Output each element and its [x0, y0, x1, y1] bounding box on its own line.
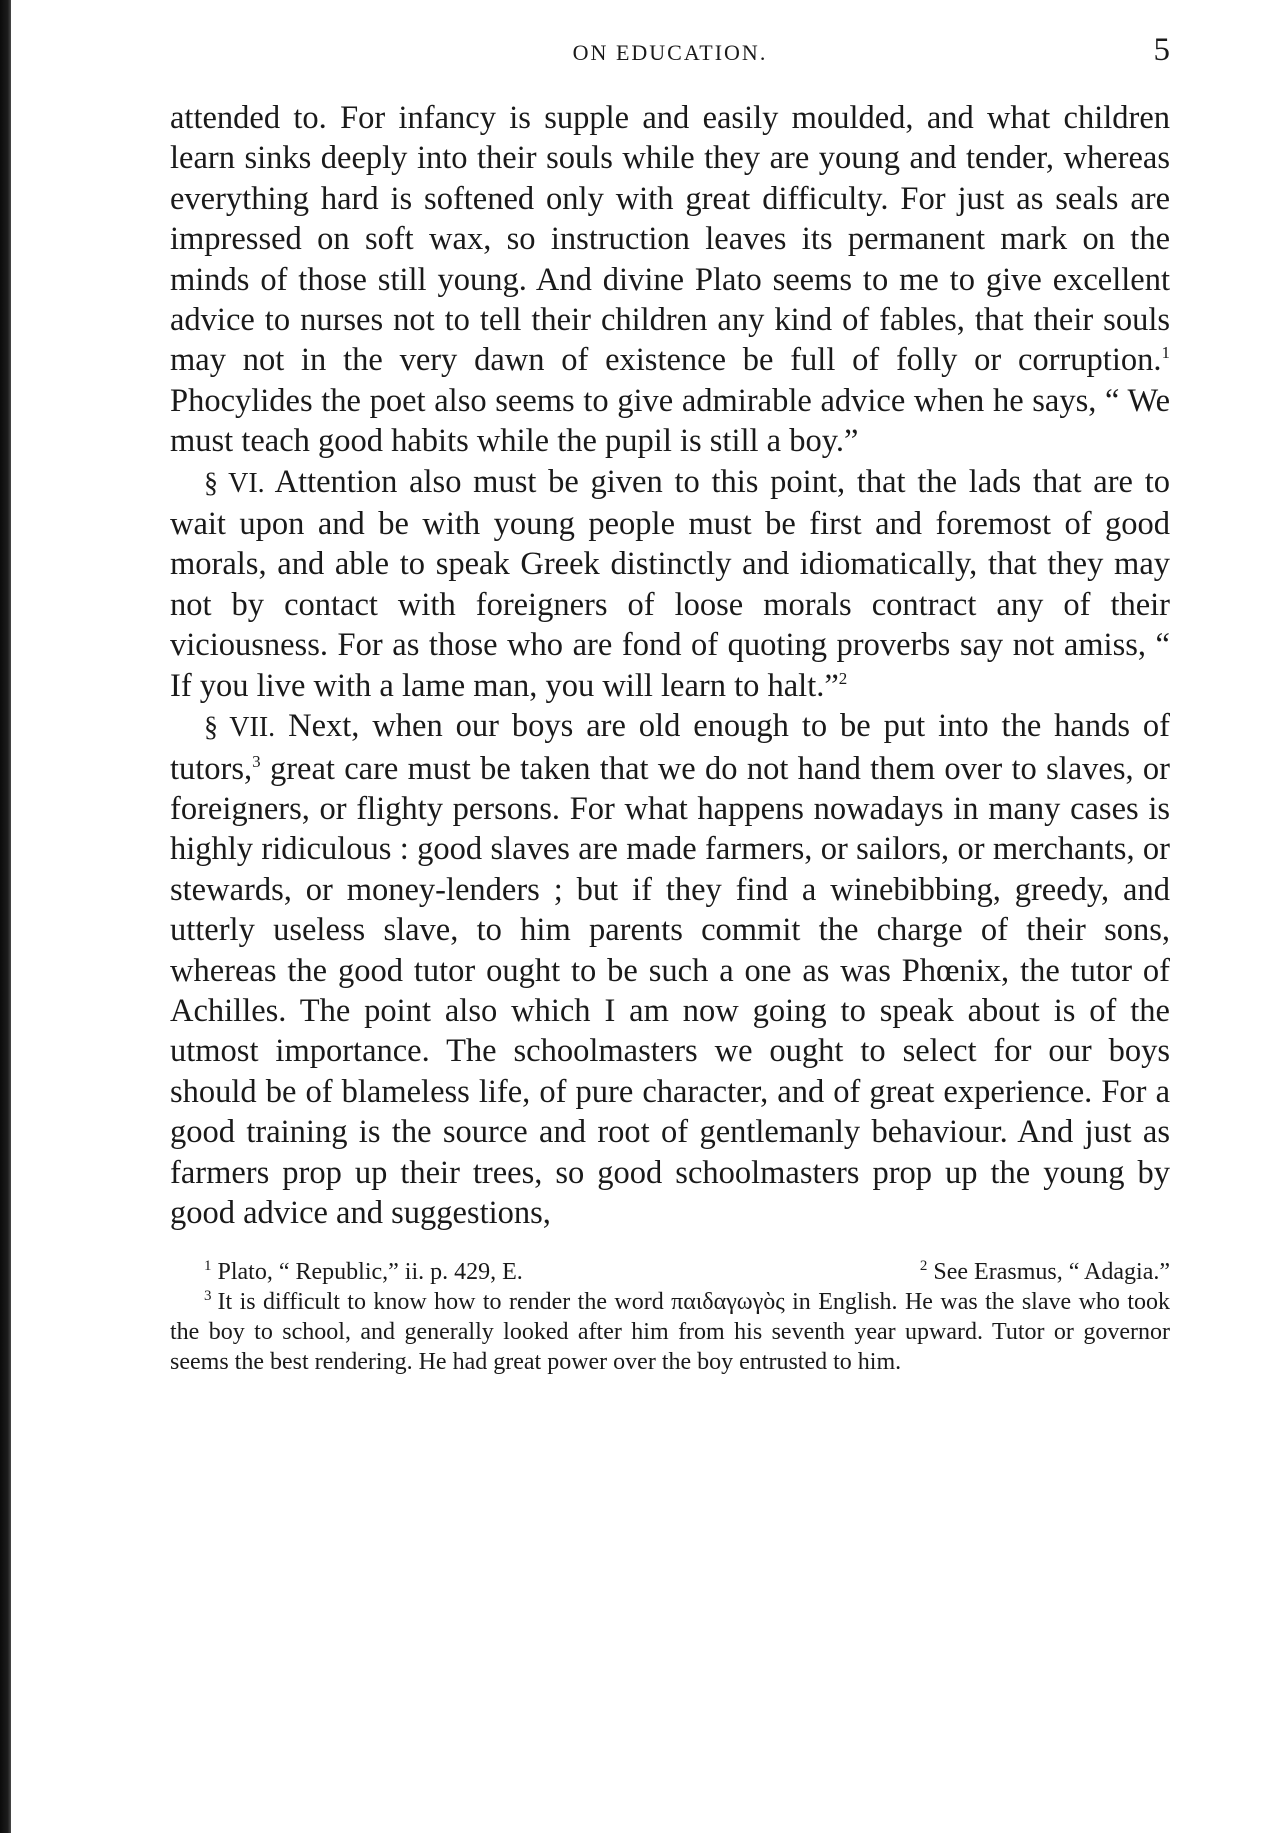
footnotes — [170, 1257, 1170, 1377]
paragraph-section-vi — [170, 462, 1170, 706]
section-mark-vi: § VI. — [204, 467, 265, 499]
binding-edge — [0, 0, 11, 1833]
footnote-ref-1: 1 — [1161, 343, 1170, 363]
footnote-1 — [204, 1257, 523, 1287]
footnote-1-text: Plato, “ Republic,” ii. p. 429, E. — [217, 1259, 523, 1286]
page-number: 5 — [1153, 32, 1170, 68]
paragraph-section-vii-text: Next, when our boys are old enough to be put into the hands of tutors, — [170, 708, 1171, 787]
paragraph-section-vi-text: Attention also must be given to this point, that the lads that are to wait upon and be with young people must be first and foremost of good morals, and able to speak Greek distinctly and idiomatically, that they may not by contact with foreigners of loose morals contract any of their viciousness. For as those who are fond of quoting proverbs say not amiss, “ If you live with a lame man, you will learn to halt.” — [170, 463, 1170, 704]
footnote-2-text: See Erasmus, “ Adagia.” — [933, 1259, 1170, 1286]
paragraph-1 — [170, 98, 1170, 462]
section-mark-vii: § VII. — [204, 712, 276, 744]
footnote-3-text: It is difficult to know how to render the word παιδαγωγὸς in English. He was the slave who took the boy to school, and generally looked after him from his seventh year upward. Tutor or governor seems the best rendering. He had great power over the boy entrusted to him. — [170, 1289, 1170, 1376]
footnote-3-number: 3 — [204, 1288, 212, 1305]
footnote-2-number: 2 — [919, 1258, 928, 1275]
book-page — [170, 32, 1171, 1816]
running-head — [170, 32, 1170, 92]
footnote-ref-3: 3 — [252, 751, 261, 771]
footnote-3 — [170, 1287, 1170, 1377]
body-text — [170, 98, 1170, 1233]
footnote-ref-2: 2 — [838, 668, 848, 688]
paragraph-1-tail: Phocylides the poet also seems to give admirable advice when he says, “ We must teach good habits while the pupil is still a boy.” — [170, 382, 1170, 460]
running-title: ON EDUCATION. — [572, 40, 768, 65]
paragraph-1-text: attended to. For infancy is supple and easily moulded, and what children learn sinks deeply into their souls while they are young and tender, whereas everything hard is softened only with great difficulty. For just as seals are impressed on soft wax, so instruction leaves its permanent mark on the minds of those still young. And divine Plato seems to me to give excellent advice to nurses not to tell their children any kind of fables, that their souls may not in the very dawn of existence be full of folly or corruption. — [170, 100, 1170, 379]
paragraph-section-vii-tail: great care must be taken that we do not hand them over to slaves, or foreigners, or flighty persons. For what happens nowadays in many cases is highly ridiculous : good slaves are made farmers, or sailors, or merchants, or stewards, or money-lenders ; but if they find a winebibbing, greedy, and utterly useless slave, to him parents commit the charge of their sons, whereas the good tutor ought to be such a one as was Phœnix, the tutor of Achilles. The point also which I am now going to speak about is of the utmost importance. The schoolmasters we ought to select for our boys should be of blameless life, of pure character, and of great experience. For a good training is the source and root of gentlemanly behaviour. And just as farmers prop up their trees, so good schoolmasters prop up the young by good advice and suggestions, — [170, 750, 1170, 1231]
paragraph-section-vii — [170, 706, 1170, 1233]
footnote-1-number: 1 — [204, 1258, 212, 1275]
footnote-2 — [920, 1257, 1170, 1287]
footnotes-line-1 — [170, 1257, 1170, 1287]
